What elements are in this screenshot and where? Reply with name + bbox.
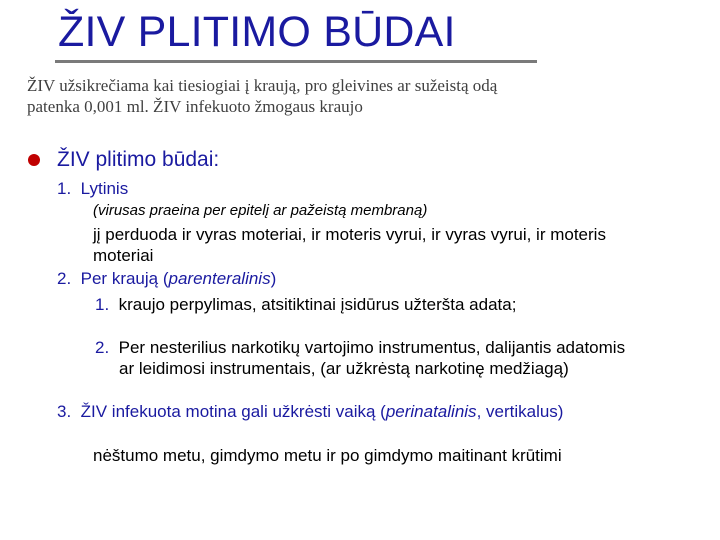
title-underline	[55, 60, 537, 63]
sub-list-item	[95, 337, 629, 379]
list-item-label-start: ŽIV infekuota motina gali užkrėsti vaiką (	[80, 402, 386, 421]
list-item-label-italic: parenteralinis	[168, 269, 271, 288]
list-item-label-end: , vertikalus)	[476, 402, 564, 421]
sub-list-item-text: kraujo perpylimas, atsitiktinai įsidūrus užteršta adata;	[118, 295, 517, 314]
list-item-label: Lytinis	[80, 179, 129, 198]
list-item-number: 1.	[57, 179, 72, 198]
sub-list-item-number: 2.	[95, 338, 110, 357]
intro-paragraph: ŽIV užsikrečiama kai tiesiogiai į kraują, pro gleivines ar sužeistą odą patenka 0,001 ml. ŽIV infekuoto žmogaus kraujo	[27, 76, 498, 116]
list-item-label-italic: perinatalinis	[385, 402, 477, 421]
sub-list-item-number: 1.	[95, 295, 110, 314]
list-item-1	[57, 178, 128, 199]
bullet-heading: ŽIV plitimo būdai:	[57, 148, 220, 171]
list-item-description: jį perduoda ir vyras moteriai, ir moteris vyrui, ir vyras vyrui, ir moteris moteriai	[93, 225, 606, 265]
list-item-label-start: Per kraują (	[80, 269, 169, 288]
list-item-number: 3.	[57, 402, 72, 421]
list-item-note: (virusas praeina per epitelį ar pažeistą membraną)	[93, 202, 428, 219]
slide-title: ŽIV PLITIMO BŪDAI	[58, 8, 456, 56]
list-item-3	[57, 401, 647, 422]
bullet-dot-icon	[28, 154, 40, 166]
list-item-2	[57, 268, 276, 289]
list-item-description: nėštumo metu, gimdymo metu ir po gimdymo maitinant krūtimi	[93, 446, 562, 465]
sub-list-item-text: Per nesterilius narkotikų vartojimo instrumentus, dalijantis adatomis ar leidimosi instrumentais, (ar užkrėstą narkotinę medžiagą)	[118, 338, 626, 378]
list-item-label-end: )	[270, 269, 277, 288]
sub-list-item	[95, 294, 639, 315]
list-item-number: 2.	[57, 269, 72, 288]
